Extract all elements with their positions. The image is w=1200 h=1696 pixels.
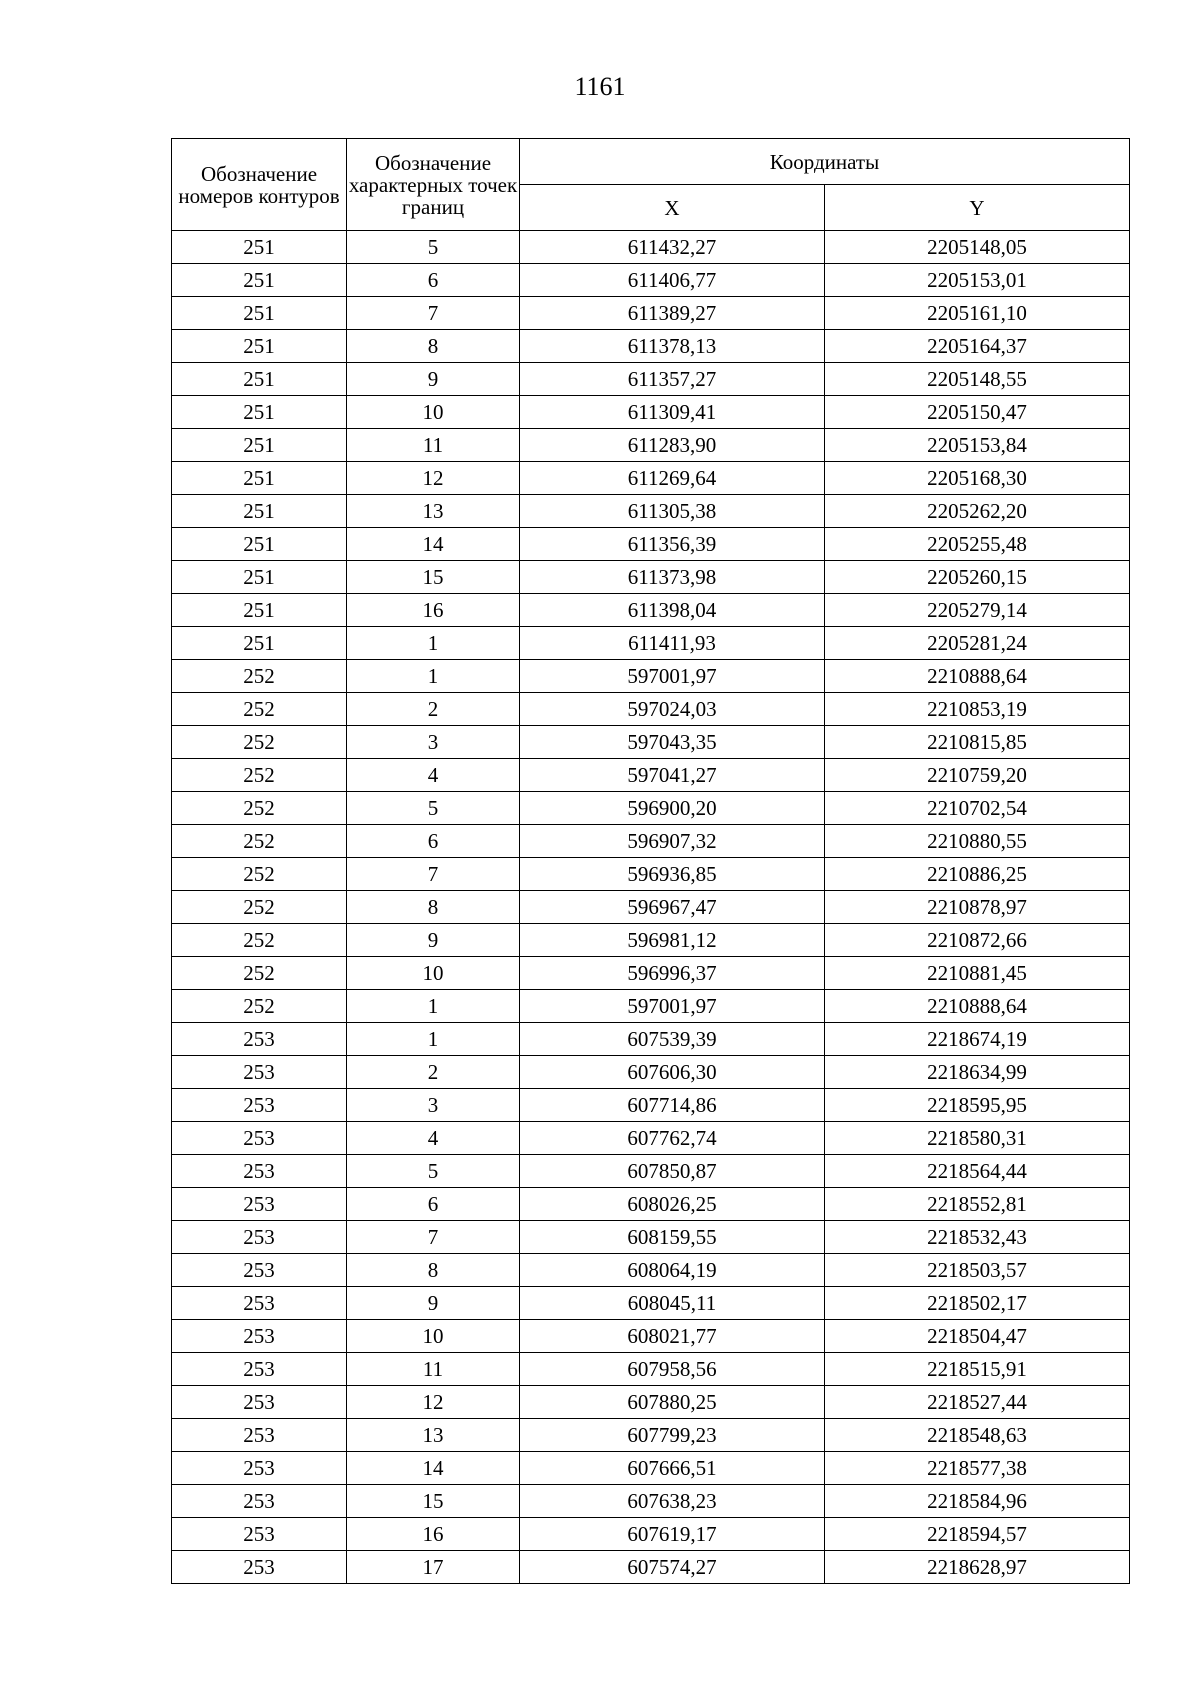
cell-x: 611356,39: [520, 528, 825, 561]
cell-y: 2210759,20: [825, 759, 1130, 792]
cell-point-number: 6: [347, 1188, 520, 1221]
table-row: [172, 660, 1130, 693]
cell-y: 2205281,24: [825, 627, 1130, 660]
table-row: [172, 330, 1130, 363]
table-row: [172, 396, 1130, 429]
table-row: [172, 957, 1130, 990]
cell-point-number: 7: [347, 858, 520, 891]
cell-contour-number: 252: [172, 759, 347, 792]
cell-y: 2218628,97: [825, 1551, 1130, 1584]
table-row: [172, 429, 1130, 462]
table-row: [172, 693, 1130, 726]
cell-point-number: 2: [347, 693, 520, 726]
header-coordinates: Координаты: [520, 139, 1130, 185]
cell-y: 2218580,31: [825, 1122, 1130, 1155]
cell-y: 2210888,64: [825, 990, 1130, 1023]
cell-contour-number: 253: [172, 1023, 347, 1056]
cell-contour-number: 253: [172, 1452, 347, 1485]
cell-x: 607619,17: [520, 1518, 825, 1551]
table-row: [172, 759, 1130, 792]
table-row: [172, 264, 1130, 297]
cell-x: 607880,25: [520, 1386, 825, 1419]
cell-y: 2205262,20: [825, 495, 1130, 528]
cell-x: 607574,27: [520, 1551, 825, 1584]
cell-y: 2218674,19: [825, 1023, 1130, 1056]
cell-contour-number: 253: [172, 1056, 347, 1089]
cell-y: 2210886,25: [825, 858, 1130, 891]
cell-contour-number: 252: [172, 726, 347, 759]
cell-y: 2205148,05: [825, 231, 1130, 264]
cell-contour-number: 251: [172, 264, 347, 297]
table-row: [172, 1419, 1130, 1452]
cell-x: 611373,98: [520, 561, 825, 594]
cell-point-number: 8: [347, 330, 520, 363]
table-row: [172, 1188, 1130, 1221]
cell-x: 608064,19: [520, 1254, 825, 1287]
table-row: [172, 1320, 1130, 1353]
cell-point-number: 13: [347, 1419, 520, 1452]
cell-y: 2205153,84: [825, 429, 1130, 462]
cell-point-number: 3: [347, 1089, 520, 1122]
cell-x: 608159,55: [520, 1221, 825, 1254]
table-row: [172, 363, 1130, 396]
cell-contour-number: 253: [172, 1155, 347, 1188]
cell-point-number: 10: [347, 396, 520, 429]
cell-point-number: 11: [347, 429, 520, 462]
cell-x: 596981,12: [520, 924, 825, 957]
table-row: [172, 726, 1130, 759]
cell-x: 607666,51: [520, 1452, 825, 1485]
cell-contour-number: 251: [172, 297, 347, 330]
cell-contour-number: 252: [172, 858, 347, 891]
cell-y: 2205153,01: [825, 264, 1130, 297]
cell-x: 596907,32: [520, 825, 825, 858]
cell-contour-number: 253: [172, 1386, 347, 1419]
cell-y: 2218577,38: [825, 1452, 1130, 1485]
cell-x: 596967,47: [520, 891, 825, 924]
cell-point-number: 12: [347, 1386, 520, 1419]
cell-x: 611305,38: [520, 495, 825, 528]
cell-y: 2205260,15: [825, 561, 1130, 594]
cell-x: 611283,90: [520, 429, 825, 462]
table-row: [172, 561, 1130, 594]
cell-point-number: 17: [347, 1551, 520, 1584]
cell-x: 607539,39: [520, 1023, 825, 1056]
cell-x: 608026,25: [520, 1188, 825, 1221]
cell-y: 2205148,55: [825, 363, 1130, 396]
table-row: [172, 825, 1130, 858]
header-x: X: [520, 185, 825, 231]
cell-y: 2218527,44: [825, 1386, 1130, 1419]
table-row: [172, 231, 1130, 264]
cell-point-number: 13: [347, 495, 520, 528]
cell-y: 2218504,47: [825, 1320, 1130, 1353]
cell-point-number: 1: [347, 660, 520, 693]
cell-y: 2218532,43: [825, 1221, 1130, 1254]
cell-y: 2210702,54: [825, 792, 1130, 825]
cell-x: 597041,27: [520, 759, 825, 792]
cell-x: 611269,64: [520, 462, 825, 495]
cell-x: 597043,35: [520, 726, 825, 759]
cell-contour-number: 251: [172, 330, 347, 363]
cell-point-number: 1: [347, 627, 520, 660]
cell-y: 2218594,57: [825, 1518, 1130, 1551]
cell-contour-number: 253: [172, 1089, 347, 1122]
cell-point-number: 16: [347, 1518, 520, 1551]
table-row: [172, 1452, 1130, 1485]
cell-x: 597001,97: [520, 990, 825, 1023]
cell-contour-number: 252: [172, 693, 347, 726]
cell-contour-number: 253: [172, 1287, 347, 1320]
table-row: [172, 297, 1130, 330]
table-row: [172, 594, 1130, 627]
cell-x: 611357,27: [520, 363, 825, 396]
header-boundary-points: Обозначение характерных точек границ: [347, 139, 520, 231]
cell-y: 2205279,14: [825, 594, 1130, 627]
cell-y: 2218548,63: [825, 1419, 1130, 1452]
cell-point-number: 8: [347, 891, 520, 924]
coordinates-table: [171, 138, 1130, 1584]
table-row: [172, 1221, 1130, 1254]
cell-contour-number: 253: [172, 1188, 347, 1221]
table-row: [172, 891, 1130, 924]
cell-contour-number: 252: [172, 957, 347, 990]
cell-point-number: 10: [347, 1320, 520, 1353]
cell-y: 2218634,99: [825, 1056, 1130, 1089]
cell-contour-number: 252: [172, 792, 347, 825]
cell-point-number: 14: [347, 528, 520, 561]
cell-contour-number: 251: [172, 594, 347, 627]
cell-x: 607762,74: [520, 1122, 825, 1155]
table-row: [172, 1254, 1130, 1287]
cell-point-number: 16: [347, 594, 520, 627]
cell-contour-number: 251: [172, 462, 347, 495]
cell-contour-number: 252: [172, 891, 347, 924]
cell-x: 608045,11: [520, 1287, 825, 1320]
header-contour-numbers: Обозначение номеров контуров: [172, 139, 347, 231]
cell-x: 596936,85: [520, 858, 825, 891]
cell-point-number: 1: [347, 1023, 520, 1056]
cell-contour-number: 253: [172, 1518, 347, 1551]
cell-x: 597001,97: [520, 660, 825, 693]
table-row: [172, 1287, 1130, 1320]
cell-y: 2218595,95: [825, 1089, 1130, 1122]
cell-point-number: 5: [347, 792, 520, 825]
cell-x: 607638,23: [520, 1485, 825, 1518]
cell-x: 608021,77: [520, 1320, 825, 1353]
table-row: [172, 495, 1130, 528]
cell-x: 597024,03: [520, 693, 825, 726]
cell-contour-number: 252: [172, 990, 347, 1023]
table-body: [172, 231, 1130, 1584]
table-row: [172, 1155, 1130, 1188]
table-row: [172, 990, 1130, 1023]
cell-y: 2205168,30: [825, 462, 1130, 495]
cell-x: 611411,93: [520, 627, 825, 660]
cell-contour-number: 252: [172, 825, 347, 858]
table-row: [172, 1485, 1130, 1518]
cell-x: 607714,86: [520, 1089, 825, 1122]
cell-x: 607606,30: [520, 1056, 825, 1089]
cell-x: 596900,20: [520, 792, 825, 825]
cell-point-number: 15: [347, 561, 520, 594]
cell-contour-number: 251: [172, 627, 347, 660]
cell-point-number: 10: [347, 957, 520, 990]
cell-y: 2218584,96: [825, 1485, 1130, 1518]
cell-y: 2210872,66: [825, 924, 1130, 957]
table-row: [172, 1353, 1130, 1386]
cell-contour-number: 252: [172, 660, 347, 693]
cell-y: 2218564,44: [825, 1155, 1130, 1188]
cell-point-number: 1: [347, 990, 520, 1023]
table-row: [172, 1056, 1130, 1089]
cell-y: 2210815,85: [825, 726, 1130, 759]
cell-y: 2210878,97: [825, 891, 1130, 924]
table-row: [172, 1551, 1130, 1584]
table-row: [172, 462, 1130, 495]
cell-point-number: 11: [347, 1353, 520, 1386]
cell-x: 611398,04: [520, 594, 825, 627]
cell-point-number: 5: [347, 231, 520, 264]
cell-contour-number: 253: [172, 1122, 347, 1155]
table-row: [172, 858, 1130, 891]
cell-point-number: 8: [347, 1254, 520, 1287]
cell-contour-number: 253: [172, 1485, 347, 1518]
cell-point-number: 7: [347, 1221, 520, 1254]
cell-point-number: 9: [347, 1287, 520, 1320]
cell-contour-number: 251: [172, 495, 347, 528]
cell-point-number: 14: [347, 1452, 520, 1485]
cell-y: 2218515,91: [825, 1353, 1130, 1386]
cell-contour-number: 253: [172, 1419, 347, 1452]
cell-point-number: 15: [347, 1485, 520, 1518]
cell-contour-number: 253: [172, 1320, 347, 1353]
cell-y: 2210853,19: [825, 693, 1130, 726]
page-number: 1161: [574, 72, 626, 101]
cell-contour-number: 252: [172, 924, 347, 957]
cell-contour-number: 251: [172, 396, 347, 429]
table-row: [172, 1023, 1130, 1056]
cell-point-number: 6: [347, 825, 520, 858]
table-header: [172, 139, 1130, 231]
cell-contour-number: 251: [172, 363, 347, 396]
cell-contour-number: 253: [172, 1221, 347, 1254]
cell-contour-number: 251: [172, 231, 347, 264]
cell-point-number: 4: [347, 1122, 520, 1155]
cell-point-number: 5: [347, 1155, 520, 1188]
cell-contour-number: 251: [172, 528, 347, 561]
cell-y: 2210880,55: [825, 825, 1130, 858]
cell-point-number: 4: [347, 759, 520, 792]
cell-x: 596996,37: [520, 957, 825, 990]
cell-point-number: 9: [347, 363, 520, 396]
cell-y: 2205150,47: [825, 396, 1130, 429]
cell-contour-number: 251: [172, 429, 347, 462]
header-y: Y: [825, 185, 1130, 231]
cell-x: 611389,27: [520, 297, 825, 330]
cell-y: 2210881,45: [825, 957, 1130, 990]
cell-y: 2218552,81: [825, 1188, 1130, 1221]
cell-x: 607850,87: [520, 1155, 825, 1188]
cell-y: 2205161,10: [825, 297, 1130, 330]
table-row: [172, 1122, 1130, 1155]
cell-y: 2218503,57: [825, 1254, 1130, 1287]
table-row: [172, 528, 1130, 561]
cell-contour-number: 251: [172, 561, 347, 594]
cell-x: 607799,23: [520, 1419, 825, 1452]
cell-x: 611406,77: [520, 264, 825, 297]
cell-x: 611309,41: [520, 396, 825, 429]
cell-contour-number: 253: [172, 1254, 347, 1287]
table-row: [172, 1089, 1130, 1122]
table-row: [172, 924, 1130, 957]
table-row: [172, 627, 1130, 660]
cell-x: 611432,27: [520, 231, 825, 264]
cell-point-number: 2: [347, 1056, 520, 1089]
table-row: [172, 1386, 1130, 1419]
cell-contour-number: 253: [172, 1353, 347, 1386]
cell-x: 611378,13: [520, 330, 825, 363]
table-row: [172, 1518, 1130, 1551]
cell-point-number: 12: [347, 462, 520, 495]
cell-x: 607958,56: [520, 1353, 825, 1386]
cell-y: 2205255,48: [825, 528, 1130, 561]
cell-point-number: 7: [347, 297, 520, 330]
cell-y: 2210888,64: [825, 660, 1130, 693]
cell-y: 2205164,37: [825, 330, 1130, 363]
cell-point-number: 6: [347, 264, 520, 297]
cell-contour-number: 253: [172, 1551, 347, 1584]
cell-y: 2218502,17: [825, 1287, 1130, 1320]
cell-point-number: 3: [347, 726, 520, 759]
table-row: [172, 792, 1130, 825]
cell-point-number: 9: [347, 924, 520, 957]
